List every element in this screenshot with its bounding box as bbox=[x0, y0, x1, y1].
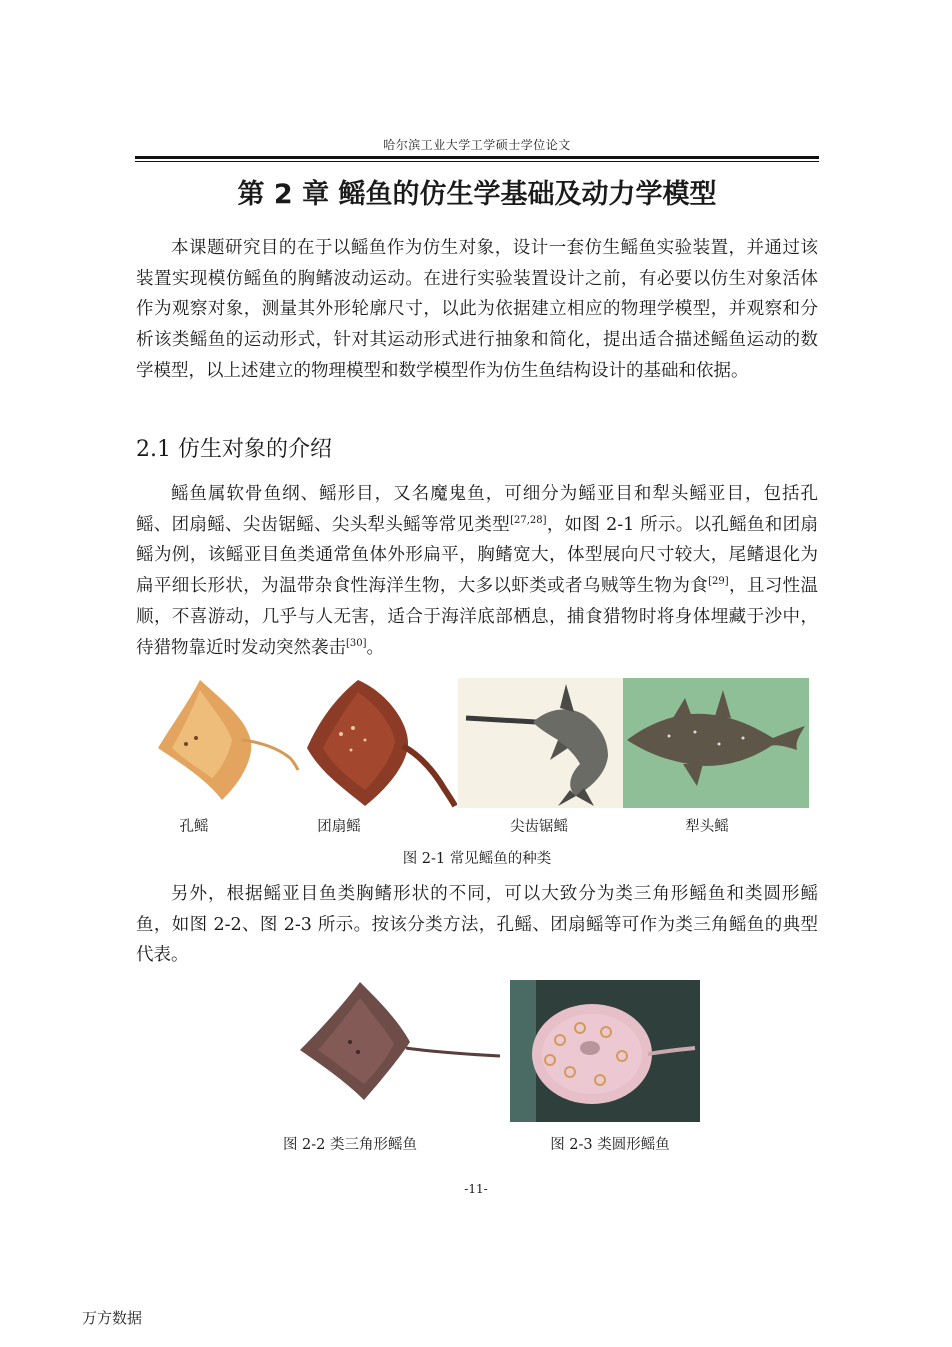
label-sawfish: 尖齿锯鳐 bbox=[510, 819, 568, 835]
classification-paragraph: 另外，根据鳐亚目鱼类胸鳍形状的不同，可以大致分为类三角形鳐鱼和类圆形鳐鱼，如图 2-2、图 2-3 所示。按该分类方法，孔鳐、团扇鳐等可作为类三角鳐鱼的典型代表。 bbox=[136, 884, 818, 966]
running-header: 哈尔滨工业大学工学硕士学位论文 bbox=[383, 138, 571, 152]
guitarfish-photo bbox=[623, 678, 809, 808]
circular-ray-photo bbox=[510, 980, 700, 1122]
thornback-ray-photo bbox=[150, 678, 302, 808]
intro-paragraph: 本课题研究目的在于以鳐鱼作为仿生对象，设计一套仿生鳐鱼实验装置，并通过该装置实现模仿鳐鱼的胸鳍波动运动。在进行实验装置设计之前，有必要以仿生对象活体作为观察对象，测量其外形轮廓尺寸，以此为依据建立相应的物理学模型，并观察和分析该类鳐鱼的运动形式，针对其运动形式进行抽象和简化，提出适合描述鳐鱼运动的数学模型，以上述建立的物理模型和数学模型作为仿生鱼结构设计的基础和依据。 bbox=[136, 238, 818, 381]
section-paragraph-text-4: 。 bbox=[366, 637, 385, 658]
section-paragraph-text-2: ，如图 2-1 所示。以孔鳐鱼和团扇鳐为例，该鳐亚目鱼类通常鱼体外形扁平，胸鳍宽大，体型展向尺寸较大，尾鳍退化为扁平细长形状，为温带杂食性海洋生物，大多以虾类或者乌贼等生物为食 bbox=[136, 514, 818, 597]
sawfish-illustration bbox=[458, 678, 623, 808]
header-rule-thick bbox=[135, 156, 819, 159]
fan-ray-photo bbox=[303, 678, 457, 808]
figure-2-1-caption: 图 2-1 常见鳐鱼的种类 bbox=[402, 851, 552, 867]
section-title-text: 仿生对象的介绍 bbox=[178, 437, 333, 462]
citation-29[interactable]: [29] bbox=[708, 576, 729, 588]
figure-2-3-caption: 图 2-3 类圆形鳐鱼 bbox=[550, 1137, 670, 1153]
chapter-title: 第 2 章 鳐鱼的仿生学基础及动力学模型 bbox=[237, 179, 717, 210]
watermark: 万方数据 bbox=[82, 1309, 143, 1327]
header-rule-thin bbox=[135, 161, 819, 162]
figure-2-2-caption: 图 2-2 类三角形鳐鱼 bbox=[282, 1137, 418, 1153]
citation-30[interactable]: [30] bbox=[346, 637, 367, 649]
section-paragraph-text-1: 鳐鱼属软骨鱼纲、鳐形目，又名魔鬼鱼，可细分为鳐亚目和犁头鳐亚目，包括孔鳐、团扇鳐、尖齿锯鳐、尖头犁头鳐等常见类型 bbox=[136, 484, 818, 535]
section-paragraph bbox=[136, 479, 818, 663]
label-fan-ray: 团扇鳐 bbox=[317, 819, 361, 835]
label-thornback-ray: 孔鳐 bbox=[179, 819, 209, 835]
section-paragraph-text-3: ，且习性温顺，不喜游动，几乎与人无害，适合于海洋底部栖息，捕食猎物时将身体埋藏于沙中，待猎物靠近时发动突然袭击 bbox=[136, 576, 819, 658]
triangular-ray-photo bbox=[298, 980, 502, 1104]
section-heading bbox=[136, 432, 332, 463]
label-guitarfish: 犁头鳐 bbox=[685, 819, 729, 835]
page-number: -11- bbox=[464, 1182, 488, 1196]
section-number: 2.1 bbox=[136, 437, 171, 462]
citation-27-28[interactable]: [27,28] bbox=[510, 514, 547, 526]
